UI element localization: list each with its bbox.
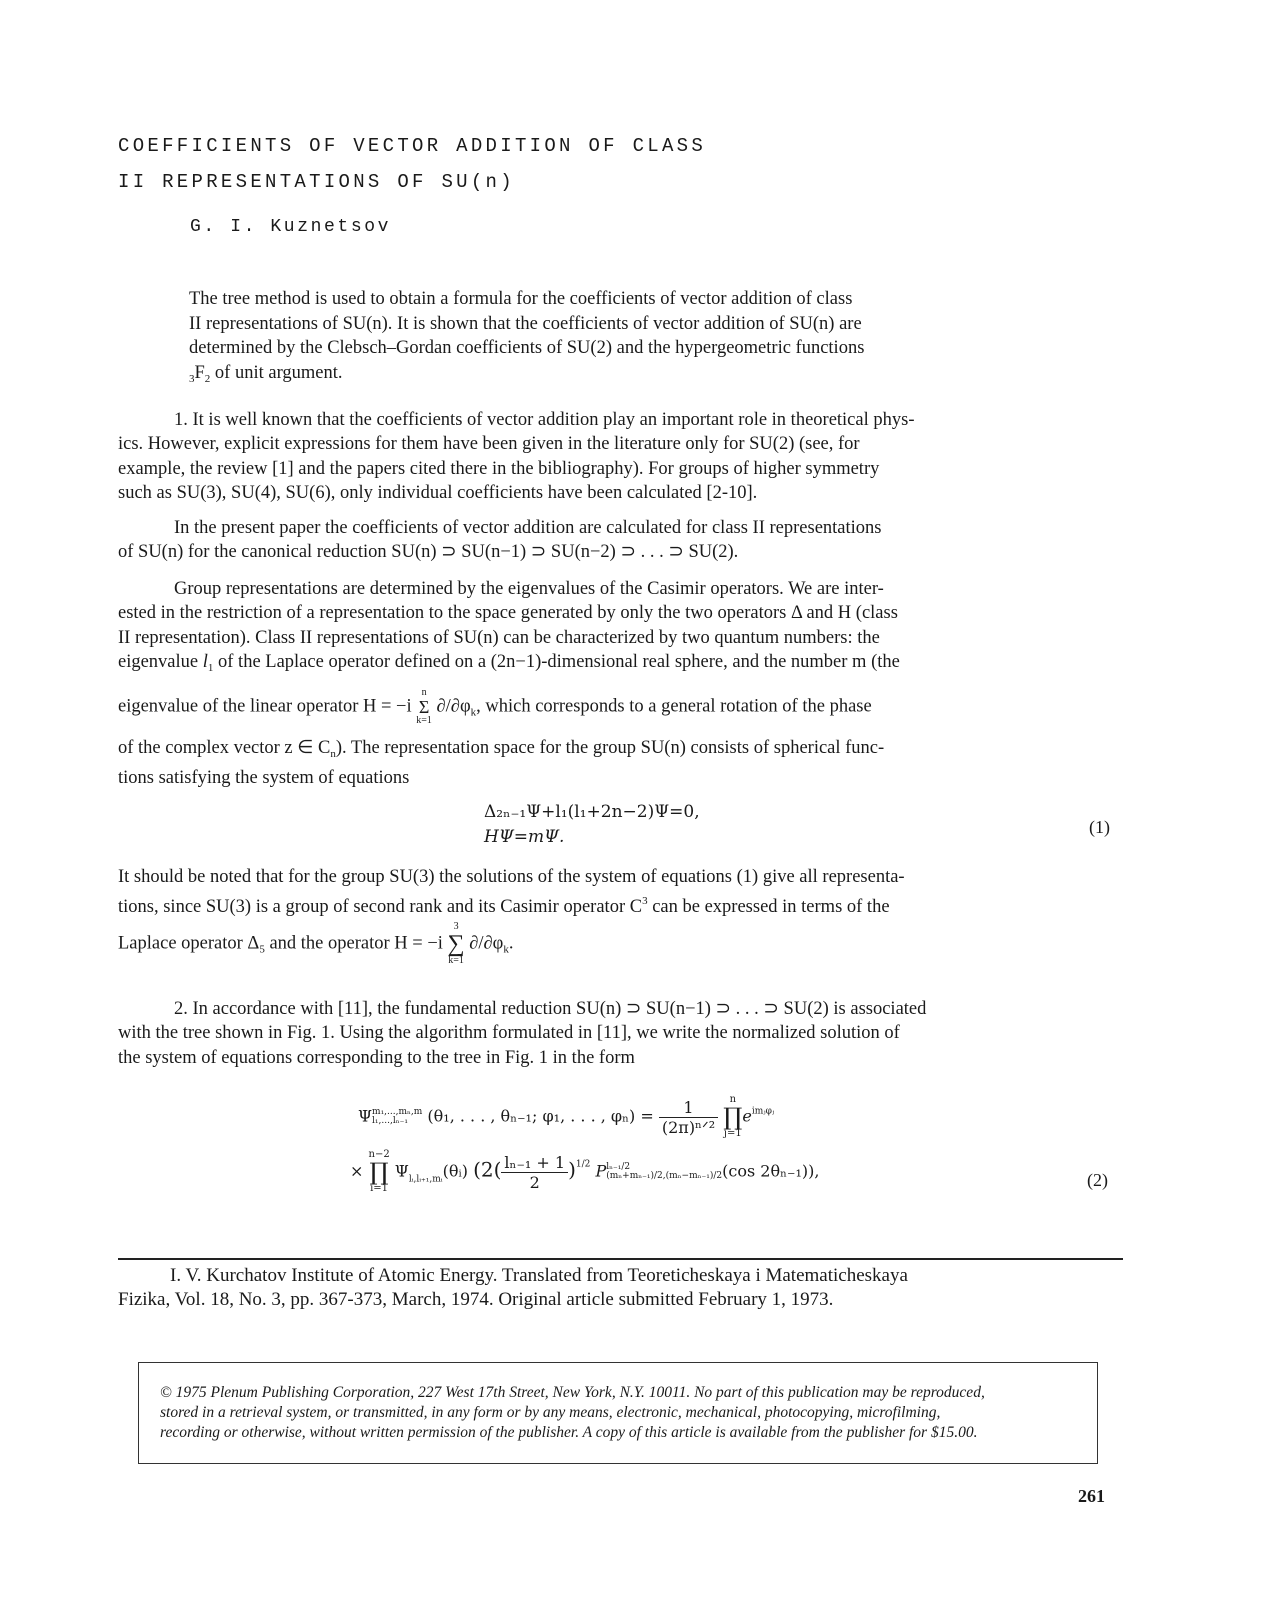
text: . (508, 933, 514, 954)
frac-num: lₙ₋₁ + 1 (501, 1153, 568, 1173)
body-line (118, 736, 1118, 766)
abstract-fn: F (194, 362, 205, 383)
abstract-line: The tree method is used to obtain a formula for the coefficients of vector addition of class (189, 289, 853, 309)
equation-1-line-2: HΨ=mΨ. (484, 827, 565, 847)
product (723, 1095, 742, 1139)
footnote (118, 1264, 1118, 1312)
summation (448, 922, 465, 966)
text: and the operator H = −i (264, 933, 443, 954)
paragraph-4 (118, 865, 1118, 920)
copyright-line: recording or otherwise, without written permission of the publisher. A copy of this article is available from the publisher for $15.00. (160, 1424, 978, 1441)
abstract (189, 287, 1039, 391)
math-arg: (θᵢ) (442, 1161, 468, 1181)
product (369, 1150, 390, 1194)
text: ∂/∂φ (436, 696, 471, 717)
abstract-line-text: of unit argument. (214, 362, 343, 383)
body-line: 2. In accordance with [11], the fundamental reduction SU(n) ⊃ SU(n−1) ⊃ . . . ⊃ SU(2) is associated (174, 999, 927, 1019)
body-line: II representation). Class II representations of SU(n) can be characterized by two quantum numbers: the (118, 627, 880, 648)
body-line (118, 650, 1118, 680)
psi-indices (372, 1108, 422, 1126)
sum-lower: k=1 (448, 955, 464, 966)
footnote-rule (118, 1258, 1123, 1260)
math-var: l (202, 651, 208, 672)
body-line: of SU(n) for the canonical reduction SU(n) ⊃ SU(n−1) ⊃ SU(n−2) ⊃ . . . ⊃ SU(2). (118, 542, 739, 563)
footnote-line: I. V. Kurchatov Institute of Atomic Energy. Translated from Teoreticheskaya i Matematicheskaya (170, 1265, 908, 1286)
prod-lower: j=1 (723, 1128, 742, 1139)
math-psi: Ψ (394, 1161, 409, 1181)
body-line: Group representations are determined by the eigenvalues of the Casimir operators. We are inter- (174, 579, 884, 599)
math-sub: 1 (207, 661, 214, 674)
math-sub: k (470, 706, 477, 719)
text: Laplace operator Δ (118, 933, 260, 954)
math-cos: (cos 2θₙ₋₁)), (722, 1161, 820, 1181)
equation-1-number: (1) (1089, 817, 1110, 837)
text: can be expressed in terms of the (647, 897, 890, 918)
body-line: such as SU(3), SU(4), SU(6), only individual coefficients have been calculated [2-10]. (118, 482, 758, 503)
prod-upper: n−2 (368, 1149, 390, 1160)
body-line-laplace (118, 922, 513, 966)
body-line: with the tree shown in Fig. 1. Using the algorithm formulated in [11], we write the normalized solution of (118, 1023, 900, 1044)
text: tions, since SU(3) is a group of second rank and its Casimir operator C (118, 897, 643, 918)
abstract-line-4 (189, 361, 1039, 392)
p-sup: lₙ₋₁/2 (606, 1162, 631, 1172)
body-line: tions satisfying the system of equations (118, 768, 410, 789)
math-paren: (2( (473, 1157, 502, 1182)
body-line: ics. However, explicit expressions for them have been given in the literature only for SU(2) (see, for (118, 434, 860, 455)
prod-symbol: ∏ (723, 1103, 743, 1131)
body-line: It should be noted that for the group SU(3) the solutions of the system of equations (1) give all representa- (118, 867, 905, 887)
psi-sub: l₁,...,lₙ₋₁ (372, 1116, 408, 1126)
copyright-line: © 1975 Plenum Publishing Corporation, 227 West 17th Street, New York, N.Y. 10011. No part of this publication may be reproduced, (160, 1384, 985, 1401)
frac-den: 2 (529, 1172, 540, 1192)
section1-paragraph-3-end (118, 736, 1118, 791)
text: of the complex vector z ∈ C (118, 738, 331, 758)
equation-2-line-2 (350, 1150, 819, 1194)
prod-upper: n (729, 1094, 737, 1105)
math-sub: k (503, 943, 509, 956)
math-power: 1/2 (575, 1159, 591, 1170)
p-indices (606, 1163, 722, 1181)
frac-den: (2π)ⁿᐟ² (661, 1117, 716, 1137)
sum-upper: 3 (453, 921, 459, 932)
math-exp-sup: imⱼφⱼ (751, 1106, 775, 1117)
copyright-line: stored in a retrieval system, or transmitted, in any form or by any means, electronic, mechanical, photocopying, microfilming, (160, 1404, 941, 1421)
equation-1-line-1: Δ₂ₙ₋₁Ψ+l₁(l₁+2n−2)Ψ=0, (484, 802, 700, 822)
psi-sub: lᵢ,lᵢ₊₁,mᵢ (408, 1174, 443, 1185)
math-args: (θ₁, . . . , θₙ₋₁; φ₁, . . . , φₙ) = (427, 1106, 654, 1126)
body-line: the system of equations corresponding to the tree in Fig. 1 in the form (118, 1047, 635, 1068)
body-line (118, 889, 1118, 919)
abstract-line: determined by the Clebsch–Gordan coefficients of SU(2) and the hypergeometric functions (189, 338, 865, 359)
text: eigenvalue (118, 651, 203, 672)
fraction (501, 1153, 568, 1192)
text: ). The representation space for the group SU(n) consists of spherical func- (335, 738, 885, 758)
psi-sup: m₁,...,mₙ,m (372, 1107, 423, 1117)
p-sub: (mₙ+mₙ₋₁)/2,(mₙ−mₙ₋₁)/2 (606, 1171, 723, 1181)
sum-upper: n (421, 687, 427, 698)
frac-num: 1 (659, 1098, 718, 1118)
section1-paragraph-3 (118, 577, 1118, 680)
text: , which corresponds to a general rotation of the phase (476, 696, 872, 717)
prod-symbol: ∏ (369, 1158, 389, 1186)
section1-paragraph-1 (118, 408, 1118, 505)
body-line: 1. It is well known that the coefficients of vector addition play an important role in theoretical phys- (174, 410, 915, 430)
math-sup: 3 (642, 895, 648, 908)
math-exp: e (742, 1106, 752, 1126)
math-sub: 5 (259, 943, 265, 956)
author: G. I. Kuznetsov (190, 217, 392, 237)
body-line: example, the review [1] and the papers cited there in the bibliography). For groups of higher symmetry (118, 458, 880, 479)
section2-paragraph (118, 997, 1118, 1070)
text: of the Laplace operator defined on a (2n−1)-dimensional real sphere, and the number m (the (213, 651, 900, 672)
equation-2-number: (2) (1087, 1170, 1108, 1190)
title-line-2: II REPRESENTATIONS OF SU(n) (118, 171, 515, 193)
math-times: × (350, 1161, 364, 1181)
equation-2-line-1 (358, 1095, 774, 1139)
math-paren: ) (568, 1157, 576, 1182)
text: eigenvalue of the linear operator H = −i (118, 696, 412, 717)
title-line-1: COEFFICIENTS OF VECTOR ADDITION OF CLASS (118, 135, 707, 157)
footnote-line: Fizika, Vol. 18, No. 3, pp. 367-373, March, 1974. Original article submitted February 1, 1973. (118, 1289, 834, 1310)
math-sub: n (330, 748, 336, 760)
abstract-fn-sub: 2 (204, 372, 211, 385)
prod-lower: i=1 (370, 1183, 389, 1194)
sum-symbol: Σ (418, 697, 430, 717)
text: ∂/∂φ (469, 933, 504, 954)
summation (416, 688, 432, 726)
copyright-text (160, 1383, 1090, 1443)
body-line-operator (118, 688, 872, 726)
body-line: In the present paper the coefficients of vector addition are calculated for class II representations (174, 518, 882, 538)
page-number: 261 (1078, 1486, 1105, 1506)
abstract-fn-prefix: 3 (189, 372, 195, 385)
legendre-p: P (595, 1161, 607, 1181)
sum-lower: k=1 (416, 715, 432, 726)
math-psi: Ψ (358, 1106, 373, 1126)
section1-paragraph-2 (118, 516, 1118, 565)
abstract-line: II representations of SU(n). It is shown that the coefficients of vector addition of SU(n) are (189, 313, 862, 334)
body-line: ested in the restriction of a representation to the space generated by only the two operators Δ and H (class (118, 603, 898, 624)
sum-symbol: ∑ (447, 931, 465, 957)
fraction (659, 1098, 718, 1137)
